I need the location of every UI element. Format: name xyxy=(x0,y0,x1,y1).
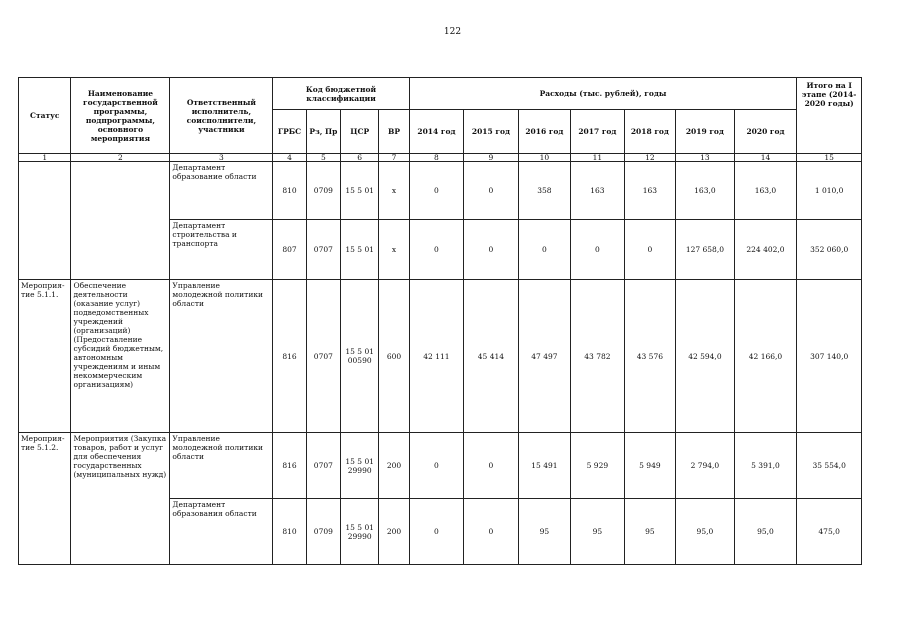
column-number: 10 xyxy=(518,154,570,162)
value-cell: 42 166,0 xyxy=(734,280,797,433)
status-cell xyxy=(19,162,71,280)
rzpr-cell: 0709 xyxy=(306,499,340,565)
vr-cell: 200 xyxy=(379,433,409,499)
csr-cell: 15 5 01 xyxy=(341,162,379,220)
value-cell: 163,0 xyxy=(734,162,797,220)
value-cell: 163 xyxy=(571,162,625,220)
total-cell: 352 060,0 xyxy=(797,220,862,280)
value-cell: 0 xyxy=(464,220,519,280)
rzpr-cell: 0707 xyxy=(306,433,340,499)
value-cell: 42 111 xyxy=(409,280,464,433)
value-cell: 358 xyxy=(518,162,570,220)
rzpr-cell: 0707 xyxy=(306,220,340,280)
page-number: 122 xyxy=(443,27,462,37)
value-cell: 43 576 xyxy=(624,280,675,433)
total-cell: 307 140,0 xyxy=(797,280,862,433)
value-cell: 0 xyxy=(571,220,625,280)
vr-cell: 200 xyxy=(379,499,409,565)
value-cell: 43 782 xyxy=(571,280,625,433)
header-name: Наименование государственной программы, подпрограммы, основного мероприятия xyxy=(71,78,170,154)
value-cell: 95 xyxy=(624,499,675,565)
value-cell: 2 794,0 xyxy=(676,433,735,499)
value-cell: 42 594,0 xyxy=(676,280,735,433)
executor-cell: Управление молодежной политики области xyxy=(170,433,273,499)
status-cell: Мероприя-тие 5.1.2. xyxy=(19,433,71,565)
value-cell: 95 xyxy=(571,499,625,565)
grbs-cell: 807 xyxy=(273,220,306,280)
header-csr: ЦСР xyxy=(341,110,379,154)
table-row xyxy=(19,162,862,220)
value-cell: 15 491 xyxy=(518,433,570,499)
column-number: 14 xyxy=(734,154,797,162)
value-cell: 0 xyxy=(464,433,519,499)
vr-cell: 600 xyxy=(379,280,409,433)
value-cell: 45 414 xyxy=(464,280,519,433)
vr-cell: х xyxy=(379,220,409,280)
executor-cell: Управление молодежной политики области xyxy=(170,280,273,433)
name-cell: Обеспечение деятельности (оказание услуг) подведомственных учреждений (организаций) (Предоставление субсидий бюджетным, автономным учреждениям и иным некоммерческим организациям) xyxy=(71,280,170,433)
table-row xyxy=(19,280,862,433)
header-executor: Ответственный исполнитель, соисполнители, участники xyxy=(170,78,273,154)
csr-cell: 15 5 01 00590 xyxy=(341,280,379,433)
value-cell: 95 xyxy=(518,499,570,565)
csr-cell: 15 5 01 29990 xyxy=(341,499,379,565)
table-row xyxy=(19,433,862,499)
value-cell: 0 xyxy=(464,162,519,220)
value-cell: 5 929 xyxy=(571,433,625,499)
budget-table xyxy=(18,77,862,565)
header-year: 2020 год xyxy=(734,110,797,154)
header-row-1 xyxy=(19,78,862,110)
executor-cell: Департамент строительства и транспорта xyxy=(170,220,273,280)
header-year: 2019 год xyxy=(676,110,735,154)
grbs-cell: 816 xyxy=(273,280,306,433)
column-number: 4 xyxy=(273,154,306,162)
value-cell: 0 xyxy=(409,220,464,280)
value-cell: 5 391,0 xyxy=(734,433,797,499)
value-cell: 224 402,0 xyxy=(734,220,797,280)
column-number: 15 xyxy=(797,154,862,162)
column-number-row xyxy=(19,154,862,162)
value-cell: 163,0 xyxy=(676,162,735,220)
column-number: 5 xyxy=(306,154,340,162)
column-number: 8 xyxy=(409,154,464,162)
total-cell: 475,0 xyxy=(797,499,862,565)
total-cell: 1 010,0 xyxy=(797,162,862,220)
value-cell: 0 xyxy=(518,220,570,280)
rzpr-cell: 0709 xyxy=(306,162,340,220)
column-number: 3 xyxy=(170,154,273,162)
csr-cell: 15 5 01 xyxy=(341,220,379,280)
header-rzpr: Рз, Пр xyxy=(306,110,340,154)
grbs-cell: 810 xyxy=(273,499,306,565)
value-cell: 5 949 xyxy=(624,433,675,499)
value-cell: 127 658,0 xyxy=(676,220,735,280)
vr-cell: х xyxy=(379,162,409,220)
header-year: 2018 год xyxy=(624,110,675,154)
grbs-cell: 816 xyxy=(273,433,306,499)
header-year: 2017 год xyxy=(571,110,625,154)
column-number: 2 xyxy=(71,154,170,162)
column-number: 1 xyxy=(19,154,71,162)
header-year: 2015 год xyxy=(464,110,519,154)
value-cell: 95,0 xyxy=(676,499,735,565)
column-number: 13 xyxy=(676,154,735,162)
value-cell: 0 xyxy=(624,220,675,280)
column-number: 9 xyxy=(464,154,519,162)
value-cell: 0 xyxy=(409,499,464,565)
column-number: 6 xyxy=(341,154,379,162)
status-cell: Мероприя-тие 5.1.1. xyxy=(19,280,71,433)
value-cell: 95,0 xyxy=(734,499,797,565)
csr-cell: 15 5 01 29990 xyxy=(341,433,379,499)
name-cell xyxy=(71,162,170,280)
value-cell: 0 xyxy=(464,499,519,565)
total-cell: 35 554,0 xyxy=(797,433,862,499)
value-cell: 163 xyxy=(624,162,675,220)
value-cell: 0 xyxy=(409,433,464,499)
header-status: Статус xyxy=(19,78,71,154)
header-total: Итого на I этапе (2014-2020 годы) xyxy=(797,78,862,154)
header-expenses: Расходы (тыс. рублей), годы xyxy=(409,78,797,110)
header-year: 2016 год xyxy=(518,110,570,154)
grbs-cell: 810 xyxy=(273,162,306,220)
column-number: 12 xyxy=(624,154,675,162)
column-number: 7 xyxy=(379,154,409,162)
column-number: 11 xyxy=(571,154,625,162)
rzpr-cell: 0707 xyxy=(306,280,340,433)
value-cell: 0 xyxy=(409,162,464,220)
executor-cell: Департамент образование области xyxy=(170,162,273,220)
header-vr: ВР xyxy=(379,110,409,154)
value-cell: 47 497 xyxy=(518,280,570,433)
executor-cell: Департамент образования области xyxy=(170,499,273,565)
header-grbs: ГРБС xyxy=(273,110,306,154)
header-budget-code: Код бюджетной классификации xyxy=(273,78,409,110)
name-cell: Мероприятия (Закупка товаров, работ и услуг для обеспечения государственных (муниципальных нужд) xyxy=(71,433,170,565)
header-year: 2014 год xyxy=(409,110,464,154)
